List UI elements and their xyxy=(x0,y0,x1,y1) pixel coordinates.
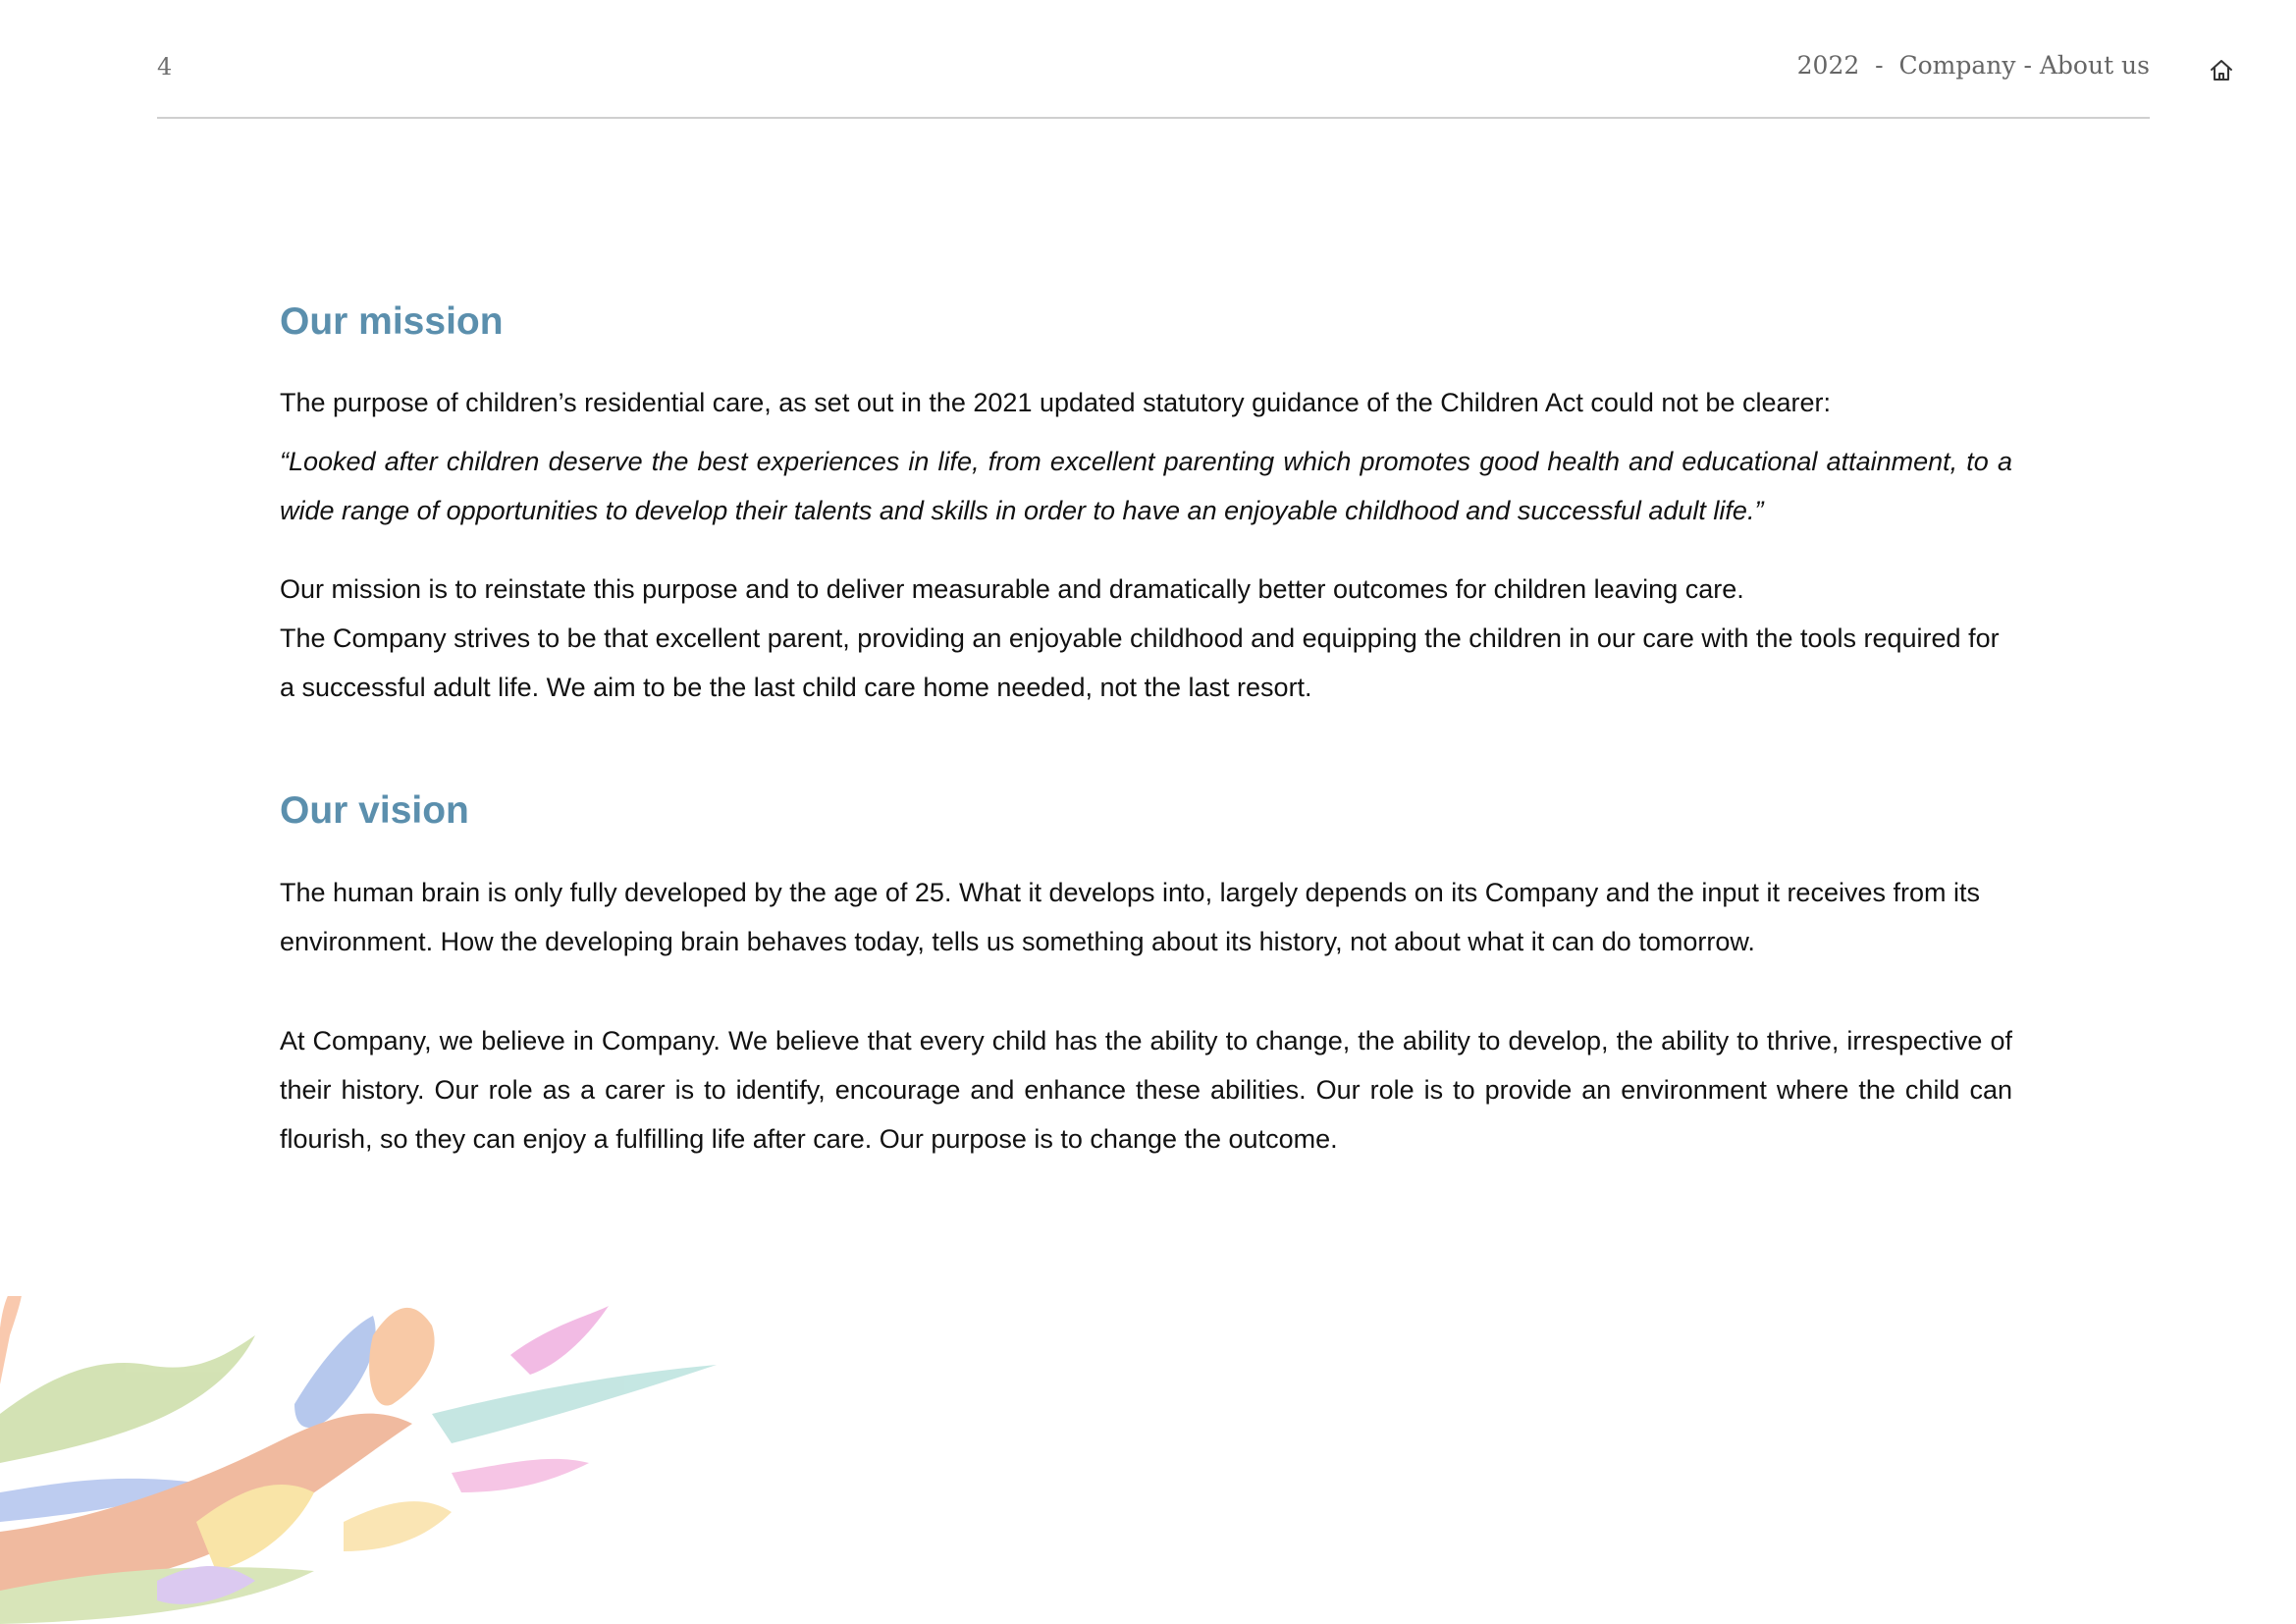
vision-heading: Our vision xyxy=(280,789,469,832)
header-divider xyxy=(157,117,2150,119)
mission-intro-text: The purpose of children’s residential care, as set out in the 2021 updated statutory guidance of the Children Act could not be clearer: xyxy=(280,388,1831,417)
mission-quote: “Looked after children deserve the best experiences in life, from excellent parenting which promotes good health and educational attainment, to a wide range of opportunities to develop their talents and skills in order to have an enjoyable childhood and successful adult life.” xyxy=(280,447,2012,525)
vision-paragraph-2: At Company, we believe in Company. We believe that every child has the ability to change, the ability to develop, the ability to thrive, irrespective of their history. Our role as a carer is to identify, encourage and enhance these abilities. Our role is to provide an environment where the child can flourish, so they can enjoy a fulfilling life after care. Our purpose is to change the outcome. xyxy=(280,1026,2012,1154)
mission-heading: Our mission xyxy=(280,300,504,343)
running-header-title: 2022 - Company - About us xyxy=(1796,51,2150,80)
paint-splash-decoration xyxy=(0,1296,726,1624)
mission-body-line-1: Our mission is to reinstate this purpose and to deliver measurable and dramatically better outcomes for children leaving care. xyxy=(280,574,1744,604)
page-number: 4 xyxy=(157,53,173,81)
main-content xyxy=(280,293,2012,1164)
mission-body-line-2: The Company strives to be that excellent parent, providing an enjoyable childhood and equipping the children in our care with the tools required for a successful adult life. We aim to be the last child care home needed, not the last resort. xyxy=(280,623,2000,702)
vision-paragraph-1: The human brain is only fully developed by the age of 25. What it develops into, largely depends on its Company and the input it receives from its environment. How the developing brain behaves today, tells us something about its history, not about what it can do tomorrow. xyxy=(280,878,1980,956)
home-icon[interactable] xyxy=(2208,57,2235,84)
mission-body xyxy=(280,565,2012,712)
